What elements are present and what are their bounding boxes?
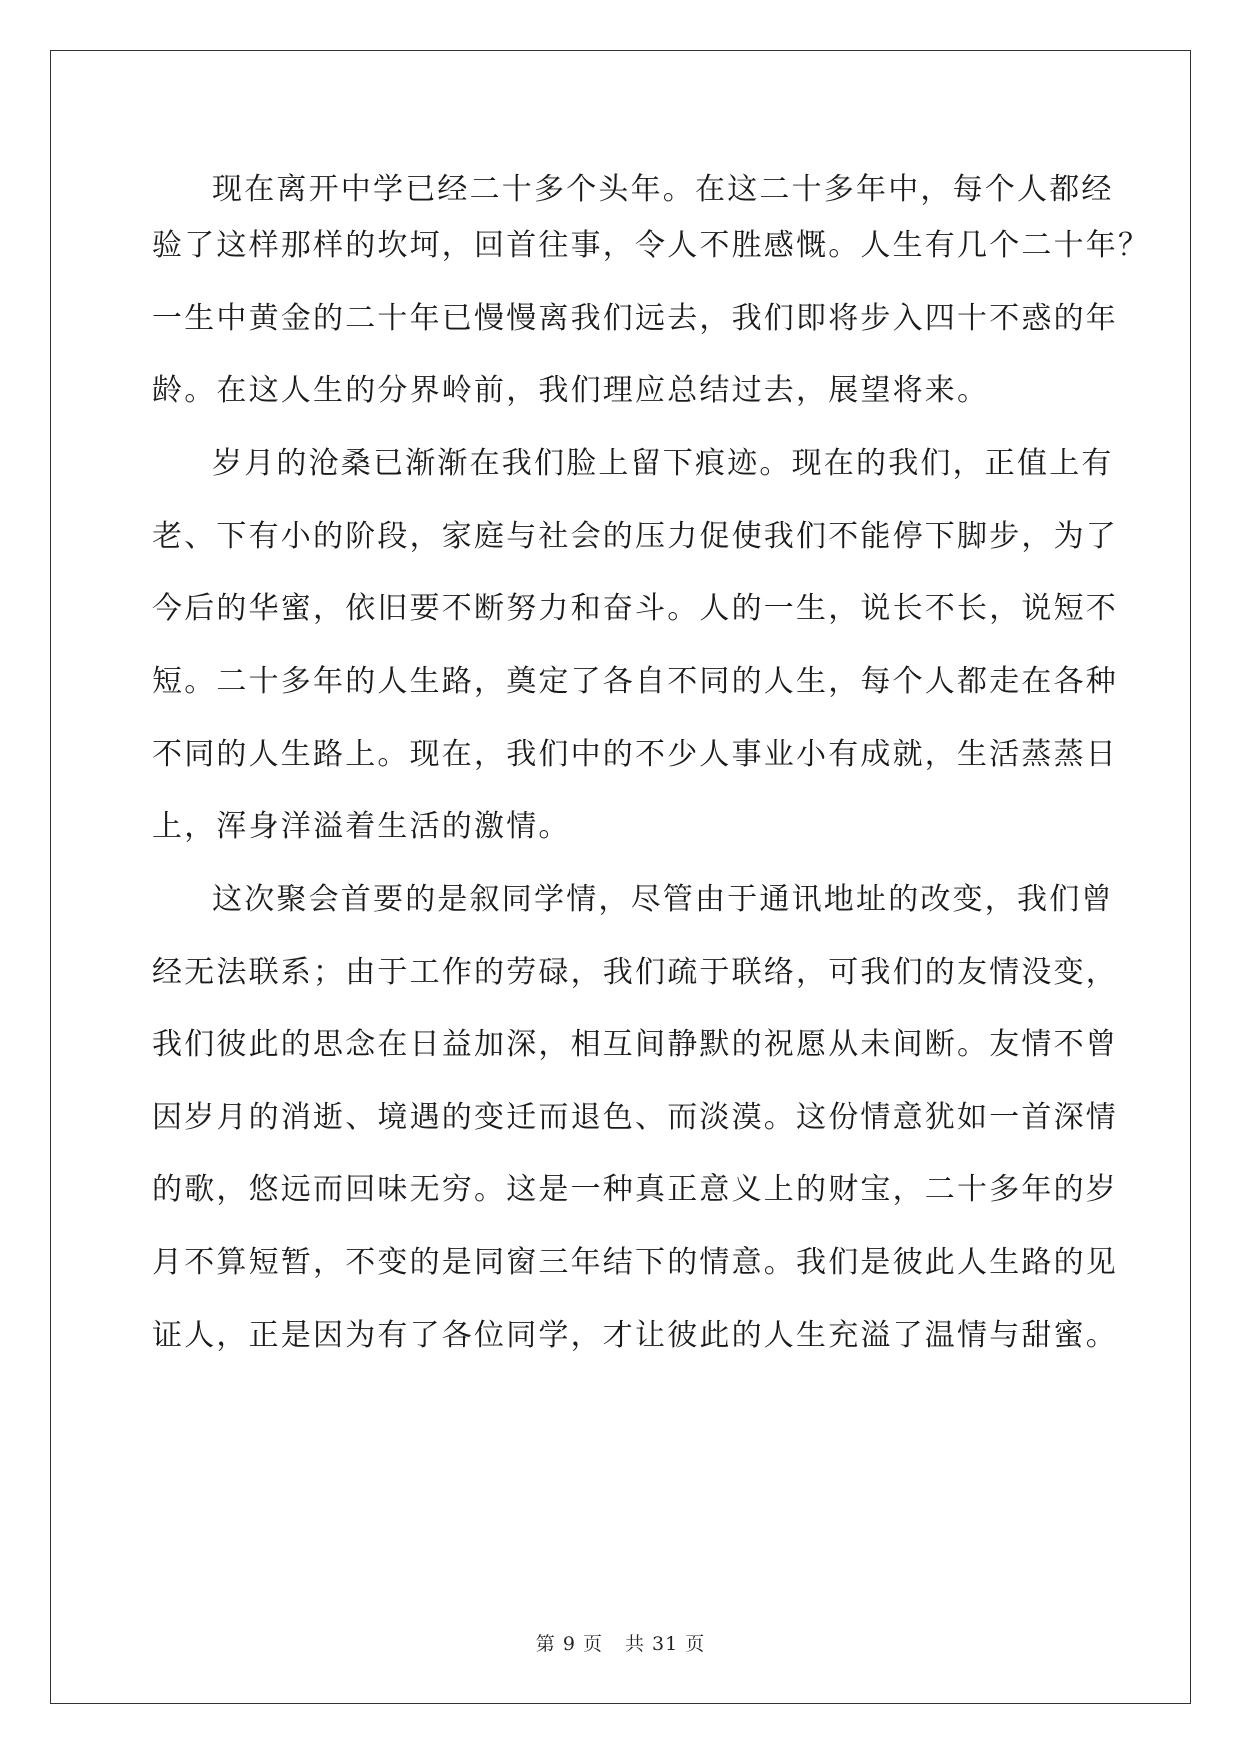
paragraph-3-line-7: 证人，正是因为有了各位同学，才让彼此的人生充溢了温情与甜蜜。 (152, 1318, 1118, 1353)
page-total: 共 31 页 (624, 1633, 706, 1655)
paragraph-2-line-3: 今后的华蜜，依旧要不断努力和奋斗。人的一生，说长不长，说短不 (152, 591, 1118, 626)
paragraph-3-line-3: 我们彼此的思念在日益加深，相互间静默的祝愿从未间断。友情不曾 (152, 1027, 1118, 1062)
paragraph-3-line-5: 的歌，悠远而回味无穷。这是一种真正意义上的财宝，二十多年的岁 (152, 1172, 1118, 1207)
paragraph-1-line-4: 龄。在这人生的分界岭前，我们理应总结过去，展望将来。 (152, 373, 990, 408)
paragraph-3-line-2: 经无法联系；由于工作的劳碌，我们疏于联络，可我们的友情没变， (152, 955, 1118, 990)
page-footer (0, 1632, 1241, 1656)
paragraph-2-line-2: 老、下有小的阶段，家庭与社会的压力促使我们不能停下脚步，为了 (152, 519, 1118, 554)
paragraph-3-line-4: 因岁月的消逝、境遇的变迁而退色、而淡漠。这份情意犹如一首深情 (152, 1100, 1118, 1135)
paragraph-2-line-1: 岁月的沧桑已渐渐在我们脸上留下痕迹。现在的我们，正值上有 (212, 446, 1114, 481)
page-number: 第 9 页 (535, 1633, 603, 1655)
paragraph-1-line-3: 一生中黄金的二十年已慢慢离我们远去，我们即将步入四十不惑的年 (152, 301, 1118, 336)
paragraph-3-line-6: 月不算短暂，不变的是同窗三年结下的情意。我们是彼此人生路的见 (152, 1245, 1118, 1280)
paragraph-2-line-6: 上，浑身洋溢着生活的激情。 (152, 809, 571, 844)
paragraph-1-line-1: 现在离开中学已经二十多个头年。在这二十多年中，每个人都经 (212, 172, 1114, 207)
paragraph-2-line-4: 短。二十多年的人生路，奠定了各自不同的人生，每个人都走在各种 (152, 664, 1118, 699)
paragraph-3-line-1: 这次聚会首要的是叙同学情，尽管由于通讯地址的改变，我们曾 (212, 882, 1114, 917)
paragraph-1-line-2: 验了这样那样的坎坷，回首往事，令人不胜感慨。人生有几个二十年？ (152, 228, 1151, 263)
paragraph-2-line-5: 不同的人生路上。现在，我们中的不少人事业小有成就，生活蒸蒸日 (152, 737, 1118, 772)
